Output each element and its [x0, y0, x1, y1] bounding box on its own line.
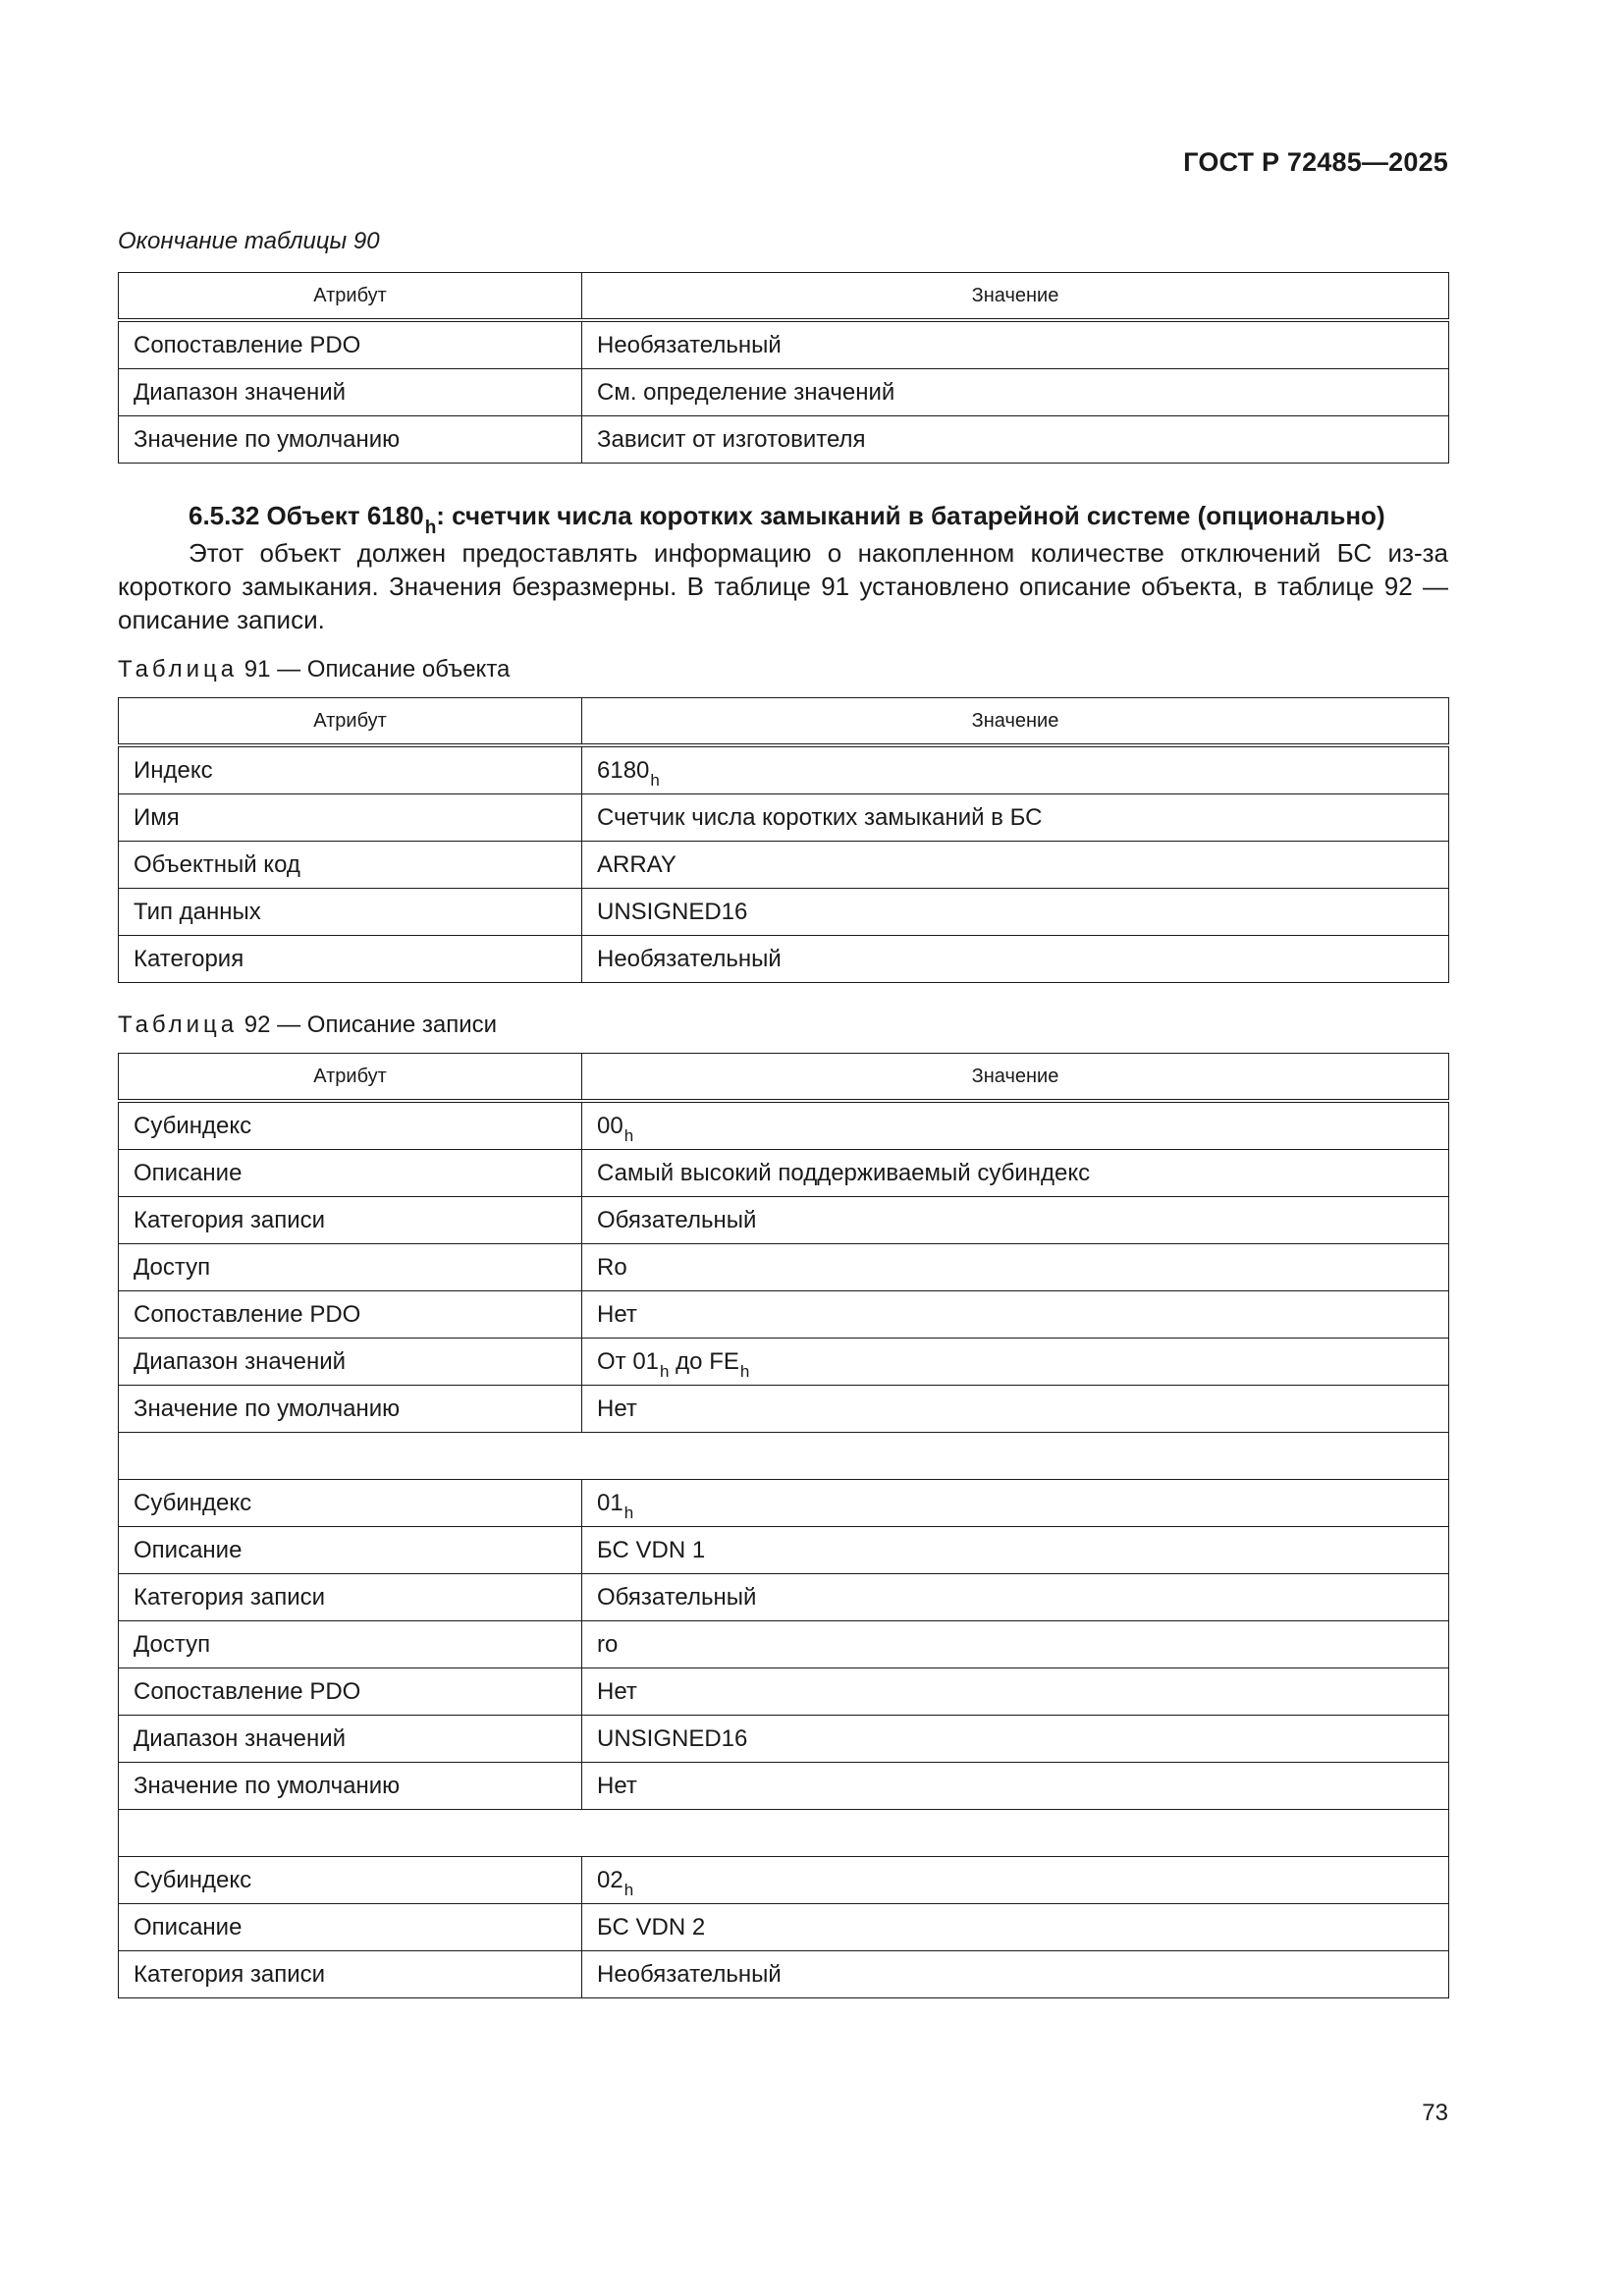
table-row [119, 936, 1449, 983]
attribute-cell: Объектный код [119, 842, 582, 889]
value-cell: Нет [582, 1386, 1449, 1433]
empty-cell [119, 1810, 1449, 1857]
attribute-cell: Доступ [119, 1244, 582, 1291]
column-header-value: Значение [582, 273, 1449, 321]
value-cell: UNSIGNED16 [582, 1716, 1449, 1763]
attribute-cell: Сопоставление PDO [119, 1291, 582, 1339]
value-cell: БС VDN 2 [582, 1904, 1449, 1951]
attribute-cell: Значение по умолчанию [119, 1386, 582, 1433]
table-91 [118, 697, 1449, 983]
table-row [119, 842, 1449, 889]
table-header-row [119, 273, 1449, 321]
value-cell: ro [582, 1621, 1449, 1668]
table-row [119, 1716, 1449, 1763]
table-row [119, 1244, 1449, 1291]
column-header-attribute: Атрибут [119, 698, 582, 746]
page-number: 73 [1422, 2100, 1448, 2126]
value-cell: Нет [582, 1668, 1449, 1716]
value-cell: Ro [582, 1244, 1449, 1291]
value-cell: UNSIGNED16 [582, 889, 1449, 936]
table-90-continuation-caption: Окончание таблицы 90 [118, 228, 380, 254]
table-row [119, 1150, 1449, 1197]
table-row [119, 1574, 1449, 1621]
attribute-cell: Описание [119, 1527, 582, 1574]
attribute-cell: Субиндекс [119, 1101, 582, 1150]
value-cell: $6180_h$ [582, 745, 1449, 794]
table-92 [118, 1053, 1449, 1998]
attribute-cell: Доступ [119, 1621, 582, 1668]
table-row [119, 1857, 1449, 1904]
table-row [119, 745, 1449, 794]
table-row [119, 1951, 1449, 1998]
attribute-cell: Диапазон значений [119, 1339, 582, 1386]
value-cell: Зависит от изготовителя [582, 416, 1449, 464]
attribute-cell: Тип данных [119, 889, 582, 936]
attribute-cell: Значение по умолчанию [119, 416, 582, 464]
table-row [119, 1339, 1449, 1386]
table-92-caption: Таблица 92 — Описание записи [118, 1011, 498, 1038]
table-row [119, 320, 1449, 369]
section-title: 6.5.32 Объект $6180_h$: счетчик числа коротких замыканий в батарейной системе (опционально) [189, 501, 1385, 538]
table-row-separator [119, 1433, 1449, 1480]
value-cell: $01_h$ [582, 1480, 1449, 1527]
table-row [119, 1668, 1449, 1716]
value-cell: Счетчик числа коротких замыканий в БС [582, 794, 1449, 842]
column-header-value: Значение [582, 1054, 1449, 1102]
value-cell: См. определение значений [582, 369, 1449, 416]
value-cell: БС VDN 1 [582, 1527, 1449, 1574]
value-cell: От $01_h$ до $FE_h$ [582, 1339, 1449, 1386]
attribute-cell: Категория [119, 936, 582, 983]
value-cell: Нет [582, 1291, 1449, 1339]
table-header-row [119, 1054, 1449, 1102]
section-body: Этот объект должен предоставлять информацию о накопленном количестве отключений БС из-за короткого замыкания. Значения безразмерны. В таблице 91 установлено описание объекта, в таблице 92 — описание записи. [118, 538, 1448, 634]
table-90 [118, 272, 1449, 464]
attribute-cell: Индекс [119, 745, 582, 794]
attribute-cell: Имя [119, 794, 582, 842]
table-row [119, 416, 1449, 464]
value-cell: Необязательный [582, 320, 1449, 369]
column-header-attribute: Атрибут [119, 273, 582, 321]
value-cell: Нет [582, 1763, 1449, 1810]
table-row-separator [119, 1810, 1449, 1857]
table-row [119, 369, 1449, 416]
table-row [119, 1480, 1449, 1527]
value-cell: Необязательный [582, 1951, 1449, 1998]
value-cell: Необязательный [582, 936, 1449, 983]
table-row [119, 794, 1449, 842]
table-row [119, 1763, 1449, 1810]
attribute-cell: Сопоставление PDO [119, 320, 582, 369]
table-row [119, 1621, 1449, 1668]
attribute-cell: Категория записи [119, 1951, 582, 1998]
value-cell: $00_h$ [582, 1101, 1449, 1150]
value-cell: ARRAY [582, 842, 1449, 889]
attribute-cell: Сопоставление PDO [119, 1668, 582, 1716]
table-row [119, 1904, 1449, 1951]
table-header-row [119, 698, 1449, 746]
attribute-cell: Диапазон значений [119, 1716, 582, 1763]
standard-code: ГОСТ Р 72485—2025 [1183, 147, 1448, 177]
column-header-attribute: Атрибут [119, 1054, 582, 1102]
table-row [119, 1291, 1449, 1339]
table-row [119, 1101, 1449, 1150]
table-row [119, 1197, 1449, 1244]
column-header-value: Значение [582, 698, 1449, 746]
value-cell: $02_h$ [582, 1857, 1449, 1904]
attribute-cell: Субиндекс [119, 1857, 582, 1904]
empty-cell [119, 1433, 1449, 1480]
section-6-5-32 [118, 499, 1448, 636]
attribute-cell: Субиндекс [119, 1480, 582, 1527]
value-cell: Обязательный [582, 1197, 1449, 1244]
attribute-cell: Категория записи [119, 1197, 582, 1244]
table-91-caption: Таблица 91 — Описание объекта [118, 656, 511, 683]
attribute-cell: Описание [119, 1904, 582, 1951]
table-row [119, 1386, 1449, 1433]
attribute-cell: Категория записи [119, 1574, 582, 1621]
attribute-cell: Описание [119, 1150, 582, 1197]
value-cell: Самый высокий поддерживаемый субиндекс [582, 1150, 1449, 1197]
attribute-cell: Диапазон значений [119, 369, 582, 416]
value-cell: Обязательный [582, 1574, 1449, 1621]
table-row [119, 1527, 1449, 1574]
table-row [119, 889, 1449, 936]
attribute-cell: Значение по умолчанию [119, 1763, 582, 1810]
